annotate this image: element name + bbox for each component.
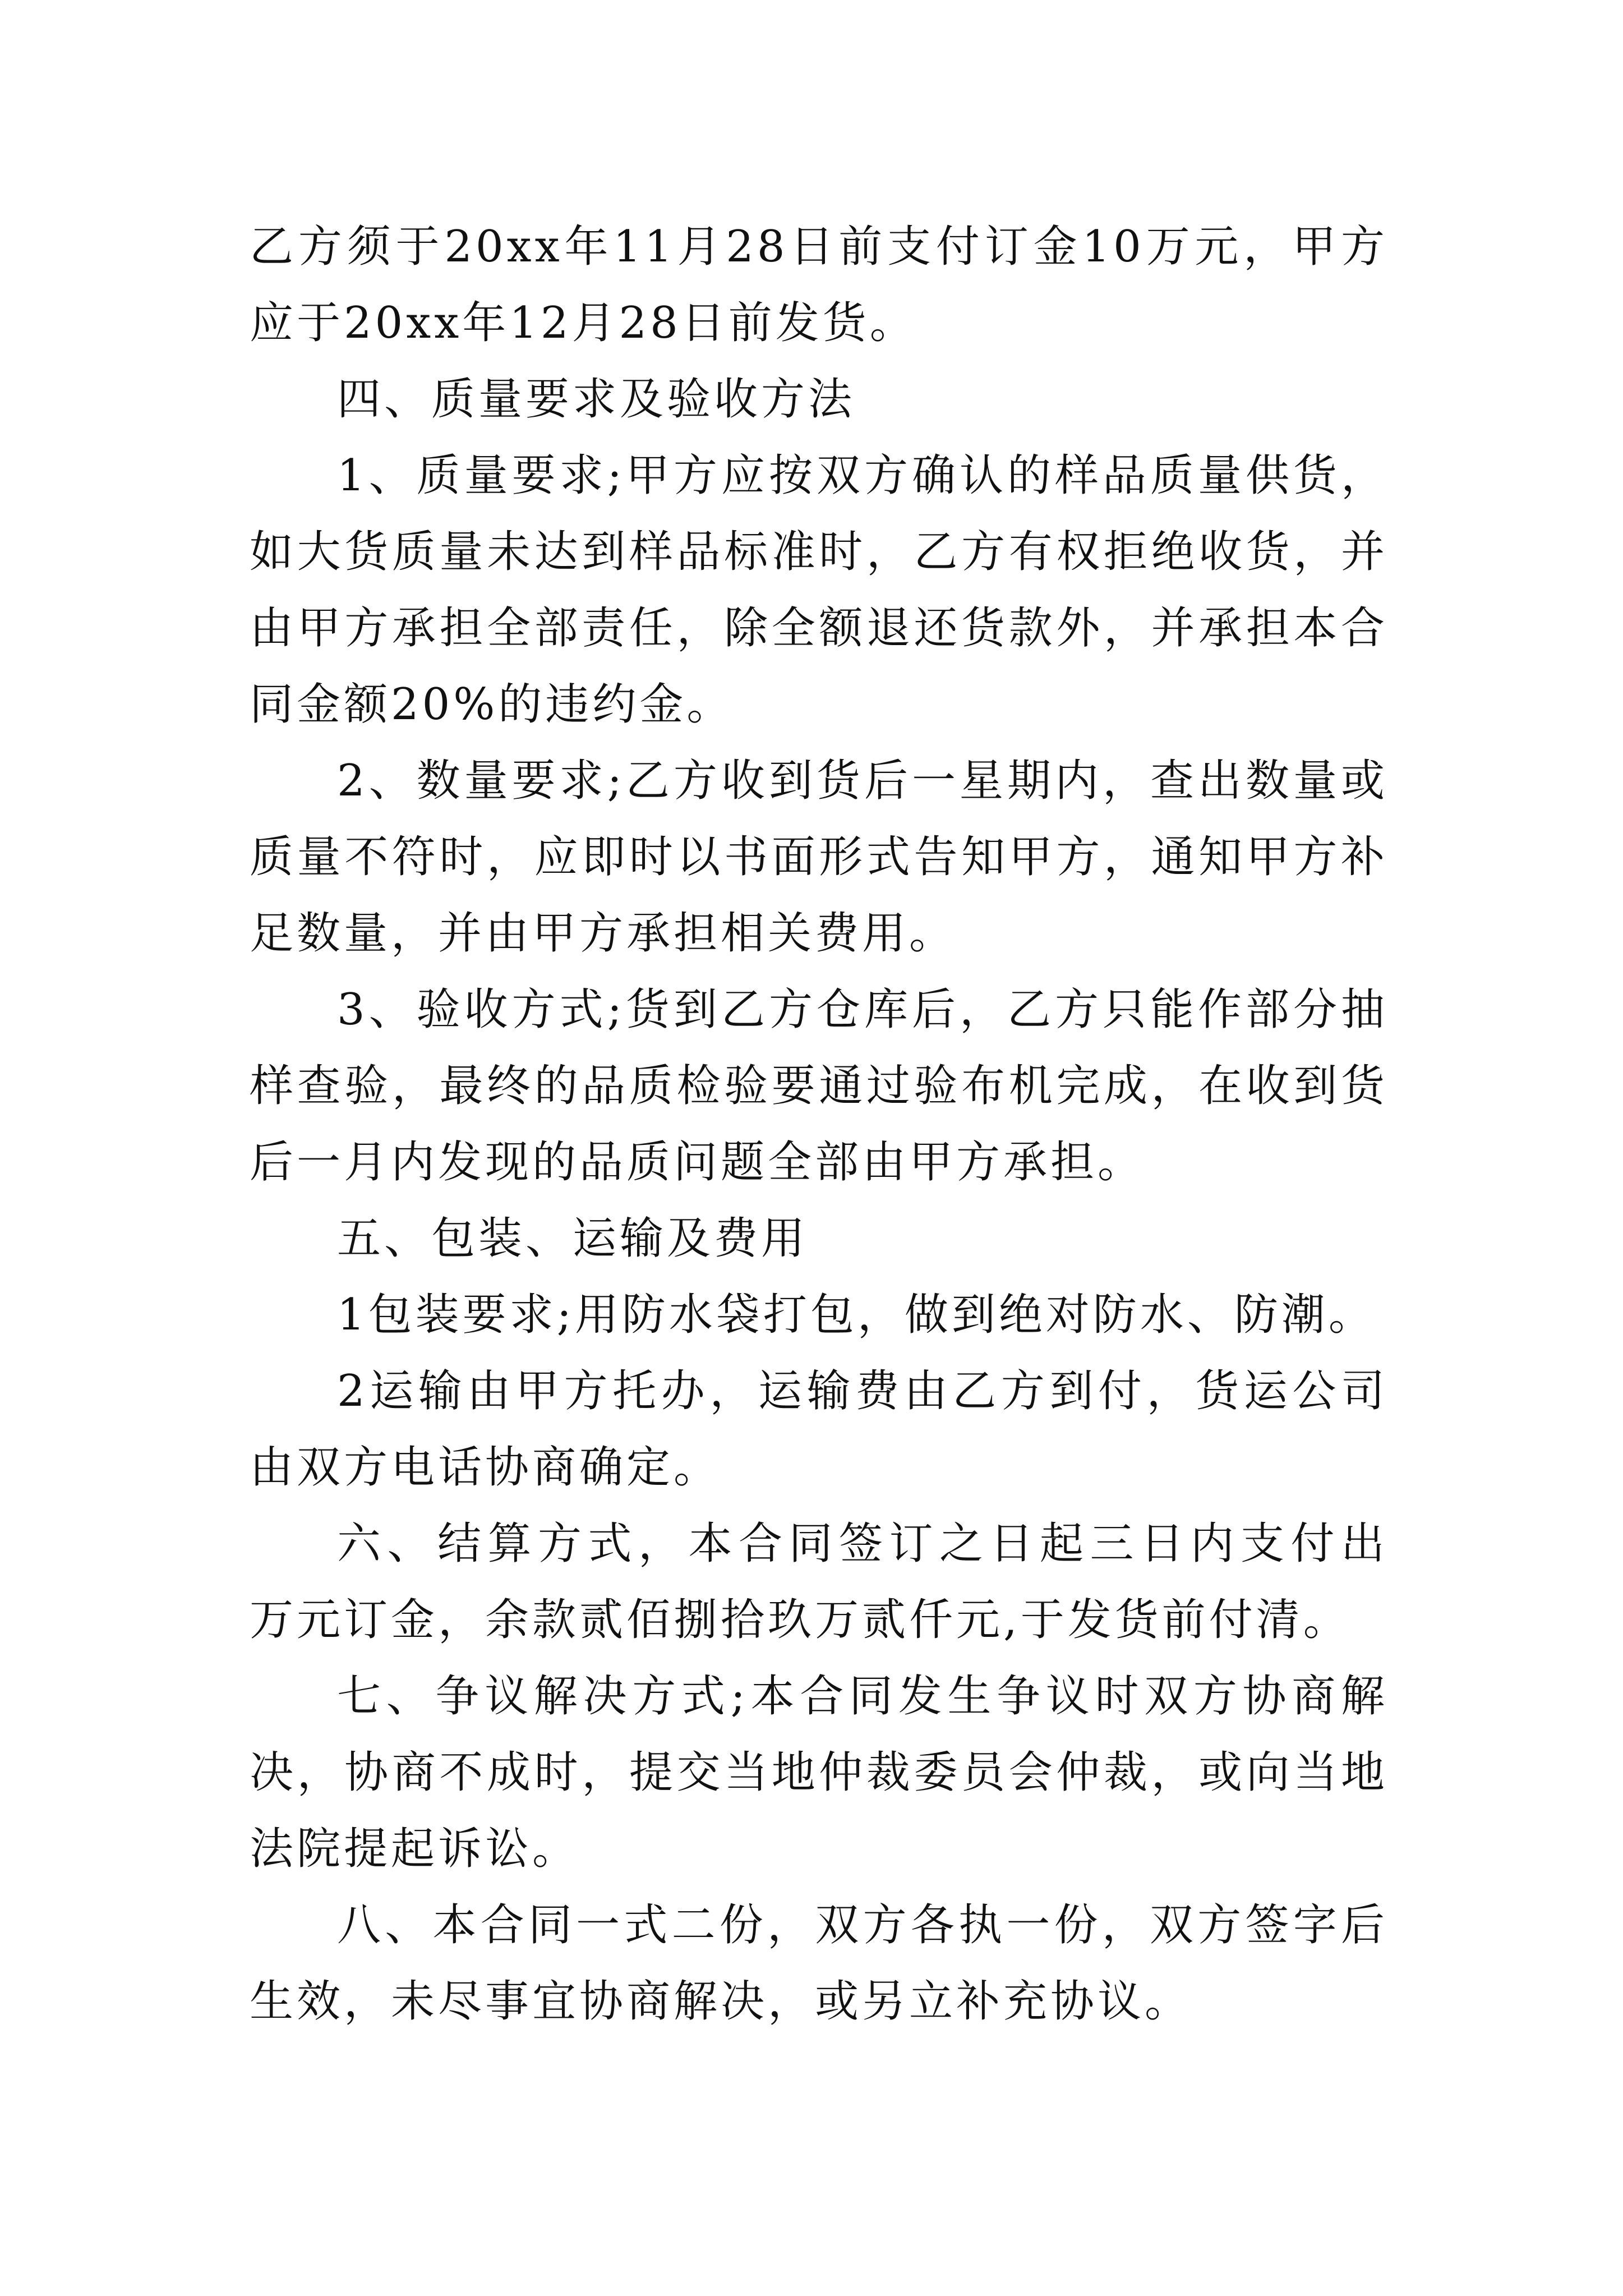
paragraph-quality-requirement: 1、质量要求;甲方应按双方确认的样品质量供货，如大货质量未达到样品标准时，乙方有权拒绝收货，并由甲方承担全部责任，除全额退还货款外，并承担本合同金额20%的违约金。	[250, 450, 1388, 730]
paragraph-copies-effectiveness: 八、本合同一式二份，双方各执一份，双方签字后生效，未尽事宜协商解决，或另立补充协议。	[250, 1900, 1388, 2027]
paragraph-acceptance-method: 3、验收方式;货到乙方仓库后，乙方只能作部分抽样查验，最终的品质检验要通过验布机完成，在收到货后一月内发现的品质问题全部由甲方承担。	[250, 984, 1388, 1188]
paragraph-dispute-resolution: 七、争议解决方式;本合同发生争议时双方协商解决，协商不成时，提交当地仲裁委员会仲裁，或向当地法院提起诉讼。	[250, 1671, 1388, 1874]
document-body	[250, 209, 1388, 2040]
paragraph-settlement: 六、结算方式，本合同签订之日起三日内支付出 万元订金，余款贰佰捌拾玖万贰仟元,于发货前付清。	[250, 1519, 1388, 1645]
heading-packaging-transport: 五、包装、运输及费用	[337, 1213, 809, 1264]
paragraph-quantity-requirement: 2、数量要求;乙方收到货后一星期内，查出数量或质量不符时，应即时以书面形式告知甲方，通知甲方补足数量，并由甲方承担相关费用。	[250, 756, 1388, 959]
paragraph-transport: 2运输由甲方托办，运输费由乙方到付，货运公司由双方电话协商确定。	[250, 1366, 1388, 1493]
paragraph-payment-terms: 乙方须于20xx年11月28日前支付订金10万元，甲方应于20xx年12月28日前发货。	[250, 222, 1388, 348]
paragraph-packaging-requirement: 1包装要求;用防水袋打包，做到绝对防水、防潮。	[337, 1290, 1376, 1340]
heading-quality-and-acceptance: 四、质量要求及验收方法	[337, 374, 856, 425]
